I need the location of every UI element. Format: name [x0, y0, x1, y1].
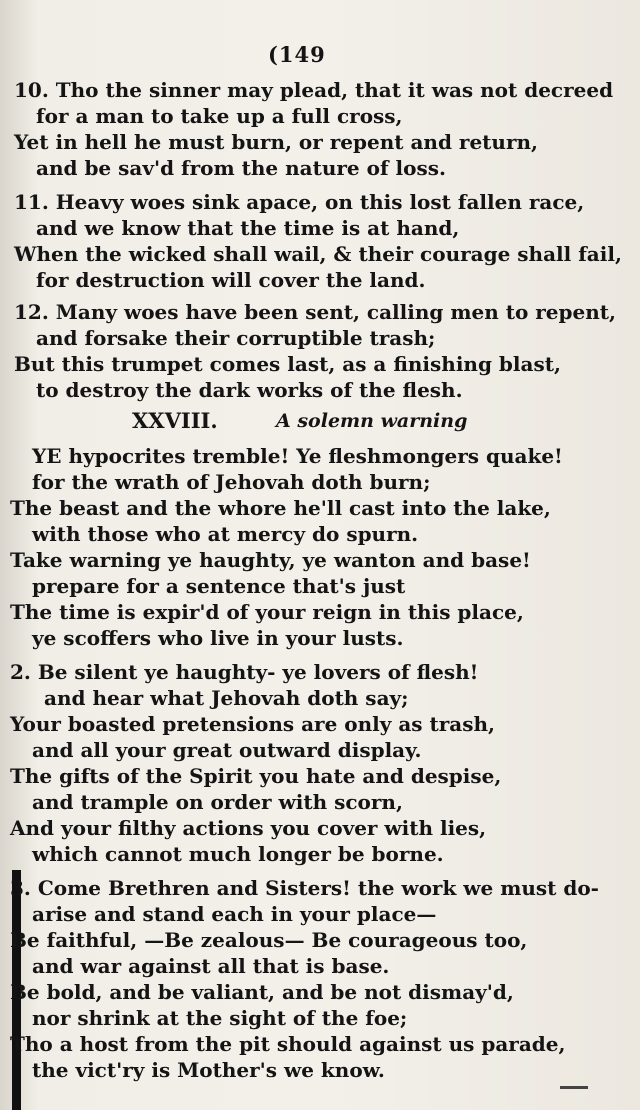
verse-line: for a man to take up a full cross, [36, 104, 403, 128]
stanza-line: and war against all that is base. [32, 954, 390, 978]
stanza-line: with those who at mercy do spurn. [32, 522, 419, 546]
stanza-line: and all your great outward display. [32, 738, 422, 762]
verse-line: for destruction will cover the land. [36, 268, 426, 292]
page-number: (149 [268, 42, 326, 67]
stanza-line: ye scoffers who live in your lusts. [32, 626, 404, 650]
stanza-line: and trample on order with scorn, [32, 790, 403, 814]
stanza-line: which cannot much longer be borne. [32, 842, 444, 866]
stanza-line: and hear what Jehovah doth say; [44, 686, 409, 710]
hymn-number: XXVIII. [132, 408, 218, 433]
stanza-line: 2. Be silent ye haughty- ye lovers of flesh! [10, 660, 479, 684]
verse-line: 10. Tho the sinner may plead, that it was not decreed [14, 78, 614, 102]
stanza-line: for the wrath of Jehovah doth burn; [32, 470, 431, 494]
stanza-line: arise and stand each in your place— [32, 902, 437, 926]
hymn-title: A solemn warning [276, 410, 468, 432]
stanza-line: the vict'ry is Mother's we know. [32, 1058, 385, 1082]
stanza-line: The gifts of the Spirit you hate and despise, [10, 764, 502, 788]
stanza-line: Tho a host from the pit should against us parade, [10, 1032, 566, 1056]
stanza-line: Your boasted pretensions are only as trash, [10, 712, 496, 736]
verse-line: Yet in hell he must burn, or repent and return, [14, 130, 538, 154]
stanza-line: YE hypocrites tremble! Ye fleshmongers quake! [32, 444, 563, 468]
verse-line: 12. Many woes have been sent, calling men to repent, [14, 300, 616, 324]
printer-mark [560, 1086, 588, 1089]
verse-line: to destroy the dark works of the flesh. [36, 378, 463, 402]
stanza-line: Be bold, and be valiant, and be not dismay'd, [10, 980, 514, 1004]
verse-line: and be sav'd from the nature of loss. [36, 156, 446, 180]
stanza-line: The time is expir'd of your reign in this place, [10, 600, 524, 624]
verse-line: When the wicked shall wail, & their courage shall fail, [14, 242, 622, 266]
verse-line: But this trumpet comes last, as a finishing blast, [14, 352, 561, 376]
verse-line: and we know that the time is at hand, [36, 216, 460, 240]
stanza-line: Take warning ye haughty, ye wanton and base! [10, 548, 531, 572]
stanza-line: Be faithful, —Be zealous— Be courageous too, [10, 928, 528, 952]
stanza-line: And your filthy actions you cover with lies, [10, 816, 487, 840]
stanza-line: nor shrink at the sight of the foe; [32, 1006, 408, 1030]
verse-line: and forsake their corruptible trash; [36, 326, 436, 350]
stanza-line: prepare for a sentence that's just [32, 574, 406, 598]
stanza-line: The beast and the whore he'll cast into the lake, [10, 496, 551, 520]
verse-line: 11. Heavy woes sink apace, on this lost fallen race, [14, 190, 585, 214]
stanza-line: 3. Come Brethren and Sisters! the work we must do- [10, 876, 599, 900]
